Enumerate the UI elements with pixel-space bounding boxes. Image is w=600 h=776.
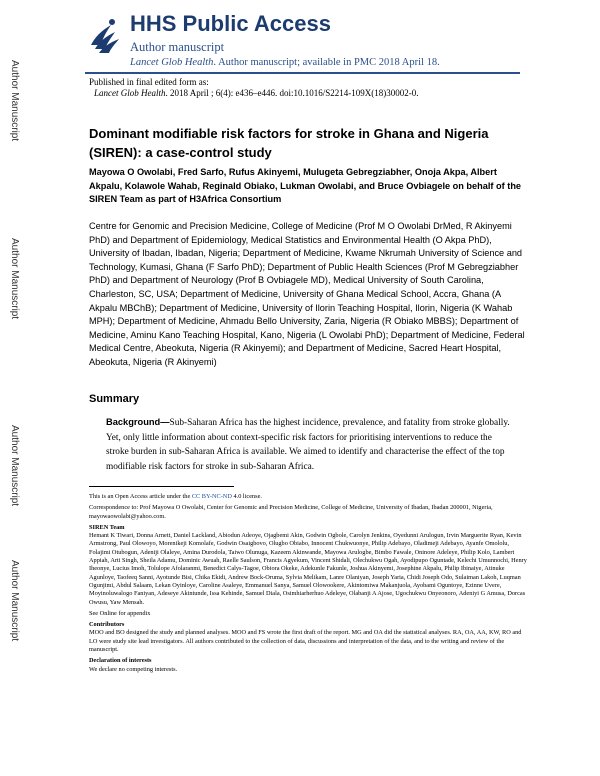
background-paragraph xyxy=(106,415,516,474)
siren-team-heading: SIREN Team xyxy=(89,523,125,531)
publication-citation xyxy=(94,88,418,98)
sidebar-author-manuscript-3: Author Manuscript xyxy=(9,425,20,507)
citation-journal: Lancet Glob Health xyxy=(94,88,166,98)
appendix-note: See Online for appendix xyxy=(89,609,151,617)
affiliations: Centre for Genomic and Precision Medicine, College of Medicine (Prof M O Owolabi DrMed, R Akinyemi PhD) and Department of Epidemiology, Medical Statistics and Environmental Health (O Akpa PhD), University of Ibadan, Ibadan, Nigeria; Department of Medicine, Kwame Nkrumah University of Science and Technology, Kumasi, Ghana (F Sarfo PhD); Department of Public Health Sciences (Prof M Gebregziabher PhD) and Department of Neurology (Prof B Ovbiagele MD), Medical University of South Carolina, Charleston, SC, USA; Department of Medicine, University of Ghana Medical School, Accra, Ghana (A Akpalu MBChB); Department of Medicine, University of Ilorin Teaching Hospital, Ilorin, Nigeria (K Wahab MPH); Department of Medicine, Ahmadu Bello University, Zaria, Nigeria (R Obiako MBBS); Department of Medicine, Aminu Kano Teaching Hospital, Kano, Nigeria (L Owolabi PhD); Department of Medicine, Federal Medical Centre, Abeokuta, Nigeria (R Akinyemi); and Department of Medicine, Sacred Heart Hospital, Abeokuta, Nigeria (R Akinyemi) xyxy=(89,221,525,367)
footnote-divider xyxy=(89,486,234,487)
footnotes xyxy=(89,493,531,677)
sidebar-author-manuscript-4: Author Manuscript xyxy=(9,560,20,642)
contributors-text: MOO and BO designed the study and planned analyses. MOO and FS wrote the first draft of the report. MG and OA did the statistical analyses. RA, OA, AA, KW, RO and LO were study site lead investigators. All authors contributed to the collection of data, discussions and interpretation of the data, and to the writing and review of the manuscript. xyxy=(89,629,522,654)
hhs-eagle-logo-icon xyxy=(85,15,121,55)
background-label: Background— xyxy=(106,417,170,427)
license-note: This is an Open Access article under the CC BY-NC-ND 4.0 license. xyxy=(89,493,262,500)
summary-heading: Summary xyxy=(89,393,140,405)
siren-team-members: Hemant K Tiwari, Donna Arnett, Daniel Lackland, Abiodun Adeoye, Ojagbemi Akin, Godwin Ogbole, Carolyn Jenkins, Oyedunni Arulogun, Irvin Marguerite Ryan, Kevin Armstrong, Paul Olowoyo, Morenikeji Komolafe, Godwin Osaigbovo, Olugbo Obiabo, Innocent Chukwuonye, Philip Adebayo, Oladimeji Adebayo, Ayanfe Omololu, Folajimi Otubogun, Adeniji Olaleye, Amina Durodola, Taiwo Olunuga, Kazeem Akinwande, Mayowa Arulogbe, Bimbo Fawale, Oninore Adeleye, Philip Kolo, Lambert Appiah, Arti Singh, Sheila Adamu, Dominic Awuah, Raelle Saulson, Francis Agyekum, Vincent Shidali, Olechukwu Ogah, Ayodipupo Oguntade, Kelechi Umunnochi, Henry Iheonye, Lucius Imoh, Tolulope Afolaranmi, Benedict Calys-Tagoe, Obiora Okeke, Adekunle Fakunle, Joshua Akinyemi, Josephine Akpalu, Philip Ibinaiye, Atinuke Agunloye, Taofeeq Sanni, Ayotunde Bisi, Chika Ekidi, Andrew Bock-Oruma, Sylvia Melikam, Lanre Olaniyan, Joseph Yaria, Chidi Joseph Odo, Sulaiman Lakoh, Luqman Ogunjimi, Abdul Salaam, Lekan Oyinloye, Caroline Asaleye, Emmanuel Sanya, Samuel Olowookere, Akintomiwa Makanjuola, Ayobami Oguntoye, Ezinne Uvere, Moyinoluwalogo Faniyan, Adeseye Akintunde, Issa Kehinde, Samuel Diala, Osimhiarherhuo Adeleye, Olabanji A Ajose, Ugochukwu Onyeonoro, Adeniyi G Amusa, Dorcas Owusu, Yaw Mensah. xyxy=(89,532,527,606)
header-divider xyxy=(85,72,520,74)
background-text: Sub-Saharan Africa has the highest incidence, prevalence, and fatality from stroke globally. Yet, only little information about context-specific risk factors for prioritising interventions to reduce the stroke burden in sub-Saharan Africa is available. We aimed to identify and characterise the effect of the top modifiable risk factors for stroke in sub-Saharan Africa. xyxy=(106,418,510,472)
interests-text: We declare no competing interests. xyxy=(89,665,178,673)
journal-name: Lancet Glob Health xyxy=(130,57,214,68)
interests-heading: Declaration of interests xyxy=(89,657,152,665)
license-link[interactable]: CC BY-NC-ND xyxy=(191,493,232,500)
contributors-heading: Contributors xyxy=(89,621,125,629)
author-manuscript-subtitle: Author manuscript xyxy=(130,40,225,54)
published-label: Published in final edited form as: xyxy=(89,77,209,87)
article-title: Dominant modifiable risk factors for stroke in Ghana and Nigeria (SIREN): a case-control study xyxy=(89,126,489,160)
citation-details: . 2018 April ; 6(4): e436–e446. doi:10.1016/S2214-109X(18)30002-0. xyxy=(165,88,419,98)
availability-text: . Author manuscript; available in PMC 2018 April 18. xyxy=(213,57,440,68)
hhs-public-access-title: HHS Public Access xyxy=(130,11,331,36)
journal-availability-line xyxy=(130,57,440,68)
sidebar-author-manuscript-1: Author Manuscript xyxy=(9,60,20,142)
sidebar-author-manuscript-2: Author Manuscript xyxy=(9,238,20,320)
author-list: Mayowa O Owolabi, Fred Sarfo, Rufus Akinyemi, Mulugeta Gebregziabher, Onoja Akpa, Albert Akpalu, Kolawole Wahab, Reginald Obiako, Lukman Owolabi, and Bruce Ovbiagele on behalf of the SIREN Team as part of H3Africa Consortium xyxy=(89,167,522,205)
correspondence-note: Correspondence to: Prof Mayowa O Owolabi, Center for Genomic and Precision Medicine, College of Medicine, University of Ibadan, Ibadan 200001, Nigeria, mayowaowolabi@yahoo.com. xyxy=(89,504,493,520)
